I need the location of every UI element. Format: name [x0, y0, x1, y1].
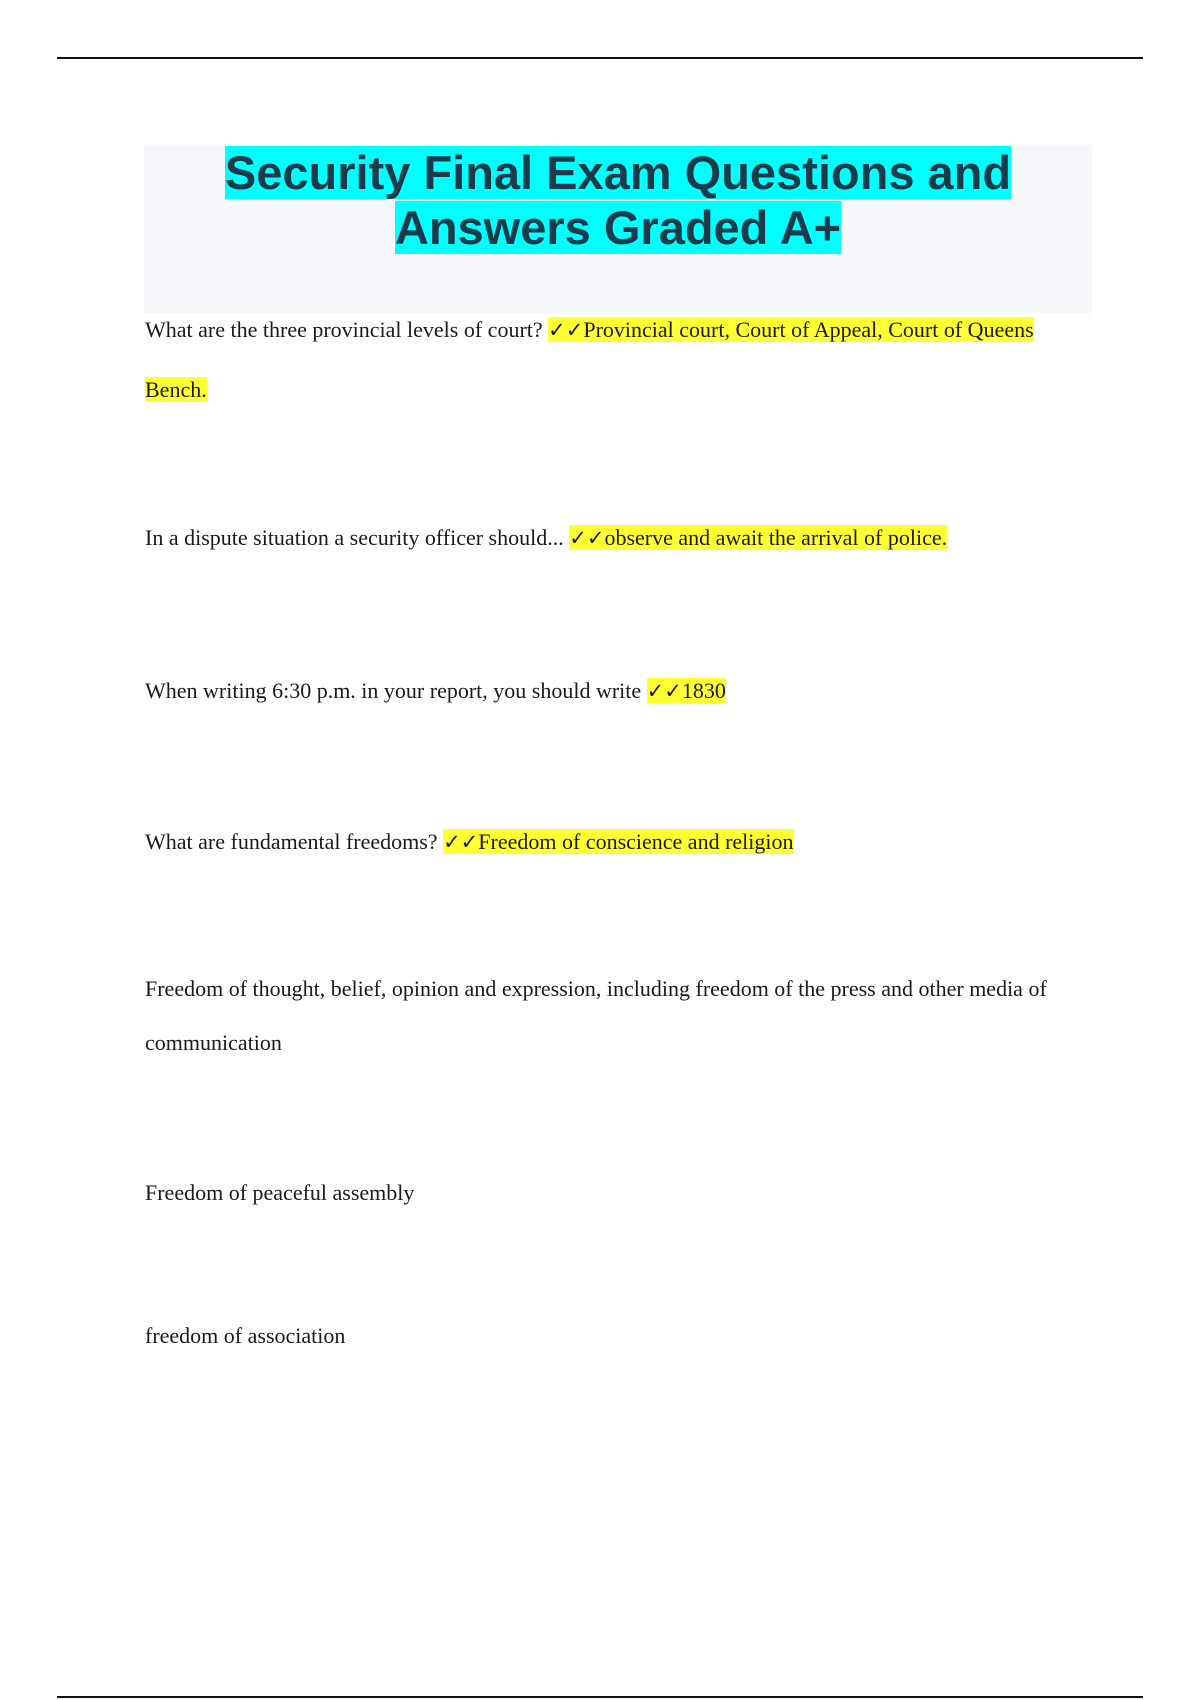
top-rule	[57, 57, 1143, 59]
bottom-rule	[57, 1696, 1143, 1698]
qa-item-4	[145, 812, 1065, 872]
double-check-icon: ✓✓	[443, 830, 479, 854]
answer-text: Freedom of conscience and religion	[478, 829, 794, 854]
answer-text: Provincial court, Court of Appeal, Court of Queens Bench.	[145, 317, 1034, 402]
paragraph-freedom-thought: Freedom of thought, belief, opinion and expression, including freedom of the press and other media of communication	[145, 976, 1047, 1055]
qa-item-1	[145, 300, 1065, 420]
document-title: Security Final Exam Questions and Answers Graded A+	[224, 146, 1012, 254]
paragraph-freedom-assembly: Freedom of peaceful assembly	[145, 1180, 415, 1205]
double-check-icon: ✓✓	[569, 526, 605, 550]
answer-highlight	[569, 525, 947, 550]
answer-text: observe and await the arrival of police.	[604, 525, 948, 550]
question-text: What are the three provincial levels of court?	[145, 317, 543, 342]
answer-highlight	[443, 829, 793, 854]
paragraph-freedom-association: freedom of association	[145, 1323, 346, 1348]
question-text: When writing 6:30 p.m. in your report, you should write	[145, 678, 642, 703]
question-text: What are fundamental freedoms?	[145, 829, 438, 854]
qa-item-2	[145, 508, 1065, 568]
answer-text: 1830	[681, 678, 726, 703]
answer-highlight	[647, 678, 726, 703]
question-text: In a dispute situation a security officer should...	[145, 525, 564, 550]
double-check-icon: ✓✓	[646, 679, 682, 703]
double-check-icon: ✓✓	[548, 318, 584, 342]
qa-item-3	[145, 661, 1065, 721]
